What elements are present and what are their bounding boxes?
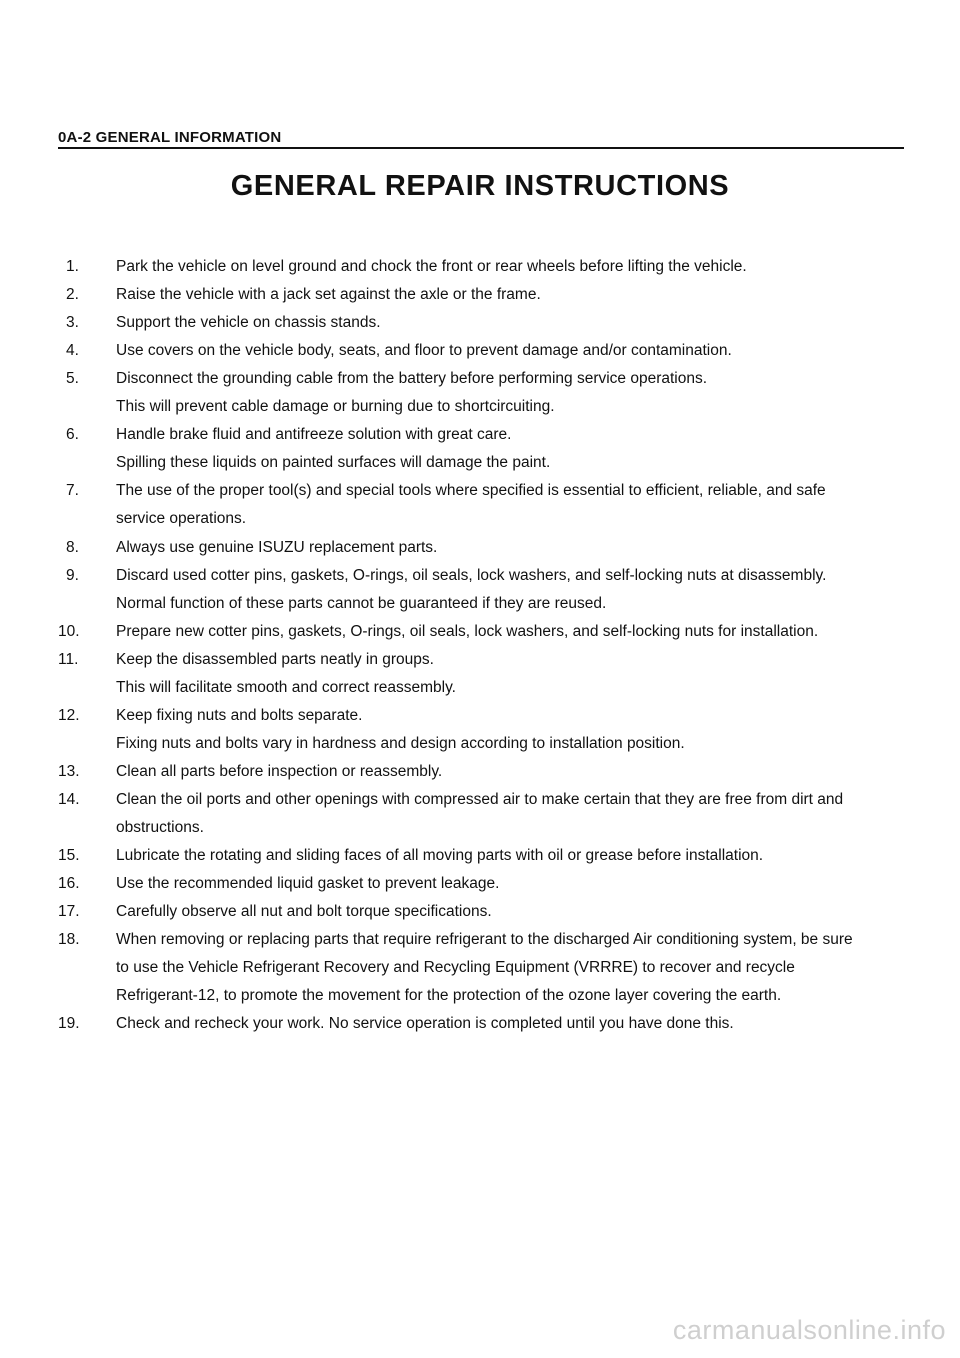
instruction-text: Park the vehicle on level ground and chock the front or rear wheels before lifting the vehicle. — [116, 258, 747, 275]
instruction-text: Keep fixing nuts and bolts separate. — [116, 706, 363, 724]
instruction-text: to use the Vehicle Refrigerant Recovery and Recycling Equipment (VRRRE) to recover and recycle — [116, 959, 795, 977]
instruction-text: Clean all parts before inspection or reassembly. — [116, 762, 443, 780]
instruction-text: Prepare new cotter pins, gaskets, O-rings, oil seals, lock washers, and self-locking nuts for installation. — [116, 622, 819, 640]
instruction-text: Use the recommended liquid gasket to prevent leakage. — [116, 875, 500, 893]
instruction-number: 19. — [58, 1015, 80, 1033]
instruction-text: Normal function of these parts cannot be guaranteed if they are reused. — [116, 594, 607, 612]
instruction-text: Use covers on the vehicle body, seats, and floor to prevent damage and/or contamination. — [116, 342, 732, 360]
instruction-text: Handle brake fluid and antifreeze solution with great care. — [116, 426, 512, 444]
instruction-text: This will prevent cable damage or burning due to shortcircuiting. — [116, 398, 555, 416]
instruction-text: When removing or replacing parts that require refrigerant to the discharged Air conditioning system, be sure — [116, 931, 853, 949]
instruction-text: Spilling these liquids on painted surfaces will damage the paint. — [116, 454, 551, 472]
page-title: GENERAL REPAIR INSTRUCTIONS — [230, 170, 730, 202]
instruction-number: 7. — [66, 482, 79, 500]
instruction-text: Always use genuine ISUZU replacement parts. — [116, 538, 438, 556]
watermark: carmanualsonline.info — [672, 1315, 946, 1345]
instruction-text: Carefully observe all nut and bolt torque specifications. — [116, 903, 492, 921]
instruction-text: Raise the vehicle with a jack set against the axle or the frame. — [116, 286, 541, 304]
instruction-number: 10. — [58, 622, 80, 640]
instruction-text: Lubricate the rotating and sliding faces of all moving parts with oil or grease before installation. — [116, 847, 764, 865]
page-header — [58, 128, 904, 150]
instruction-text: Fixing nuts and bolts vary in hardness and design according to installation position. — [116, 734, 685, 752]
instruction-text: Disconnect the grounding cable from the battery before performing service operations. — [116, 370, 708, 388]
instruction-number: 18. — [58, 931, 80, 949]
instruction-text: obstructions. — [116, 819, 204, 836]
instruction-text: Clean the oil ports and other openings with compressed air to make certain that they are free from dirt and — [116, 790, 844, 808]
instruction-text: The use of the proper tool(s) and special tools where specified is essential to efficient, reliable, and safe — [116, 482, 826, 500]
instruction-number: 5. — [66, 370, 79, 388]
instruction-number: 8. — [66, 538, 79, 556]
instruction-number: 6. — [66, 426, 79, 444]
instruction-number: 17. — [58, 903, 80, 921]
section-header: 0A-2 GENERAL INFORMATION — [58, 129, 282, 146]
instruction-number: 9. — [66, 566, 79, 584]
instruction-number: 1. — [66, 258, 79, 275]
instruction-text: This will facilitate smooth and correct reassembly. — [116, 678, 456, 696]
instruction-number: 13. — [58, 762, 80, 780]
instruction-text: Support the vehicle on chassis stands. — [116, 314, 381, 332]
instruction-number: 11. — [58, 650, 79, 668]
instruction-number: 3. — [66, 314, 79, 332]
instruction-text: Refrigerant-12, to promote the movement for the protection of the ozone layer covering the earth. — [116, 987, 782, 1005]
instruction-number: 12. — [58, 706, 80, 724]
instruction-number: 15. — [58, 847, 80, 865]
header-rule — [58, 147, 904, 149]
instruction-text: Keep the disassembled parts neatly in groups. — [116, 650, 434, 668]
instruction-number: 2. — [66, 286, 79, 304]
instruction-number: 16. — [58, 875, 80, 893]
instruction-number: 14. — [58, 790, 80, 808]
instruction-text: Check and recheck your work. No service operation is completed until you have done this. — [116, 1015, 734, 1033]
instruction-text: Discard used cotter pins, gaskets, O-rings, oil seals, lock washers, and self-locking nuts at disassembly. — [116, 566, 827, 584]
instruction-number: 4. — [66, 342, 79, 360]
instruction-text: service operations. — [116, 510, 247, 528]
